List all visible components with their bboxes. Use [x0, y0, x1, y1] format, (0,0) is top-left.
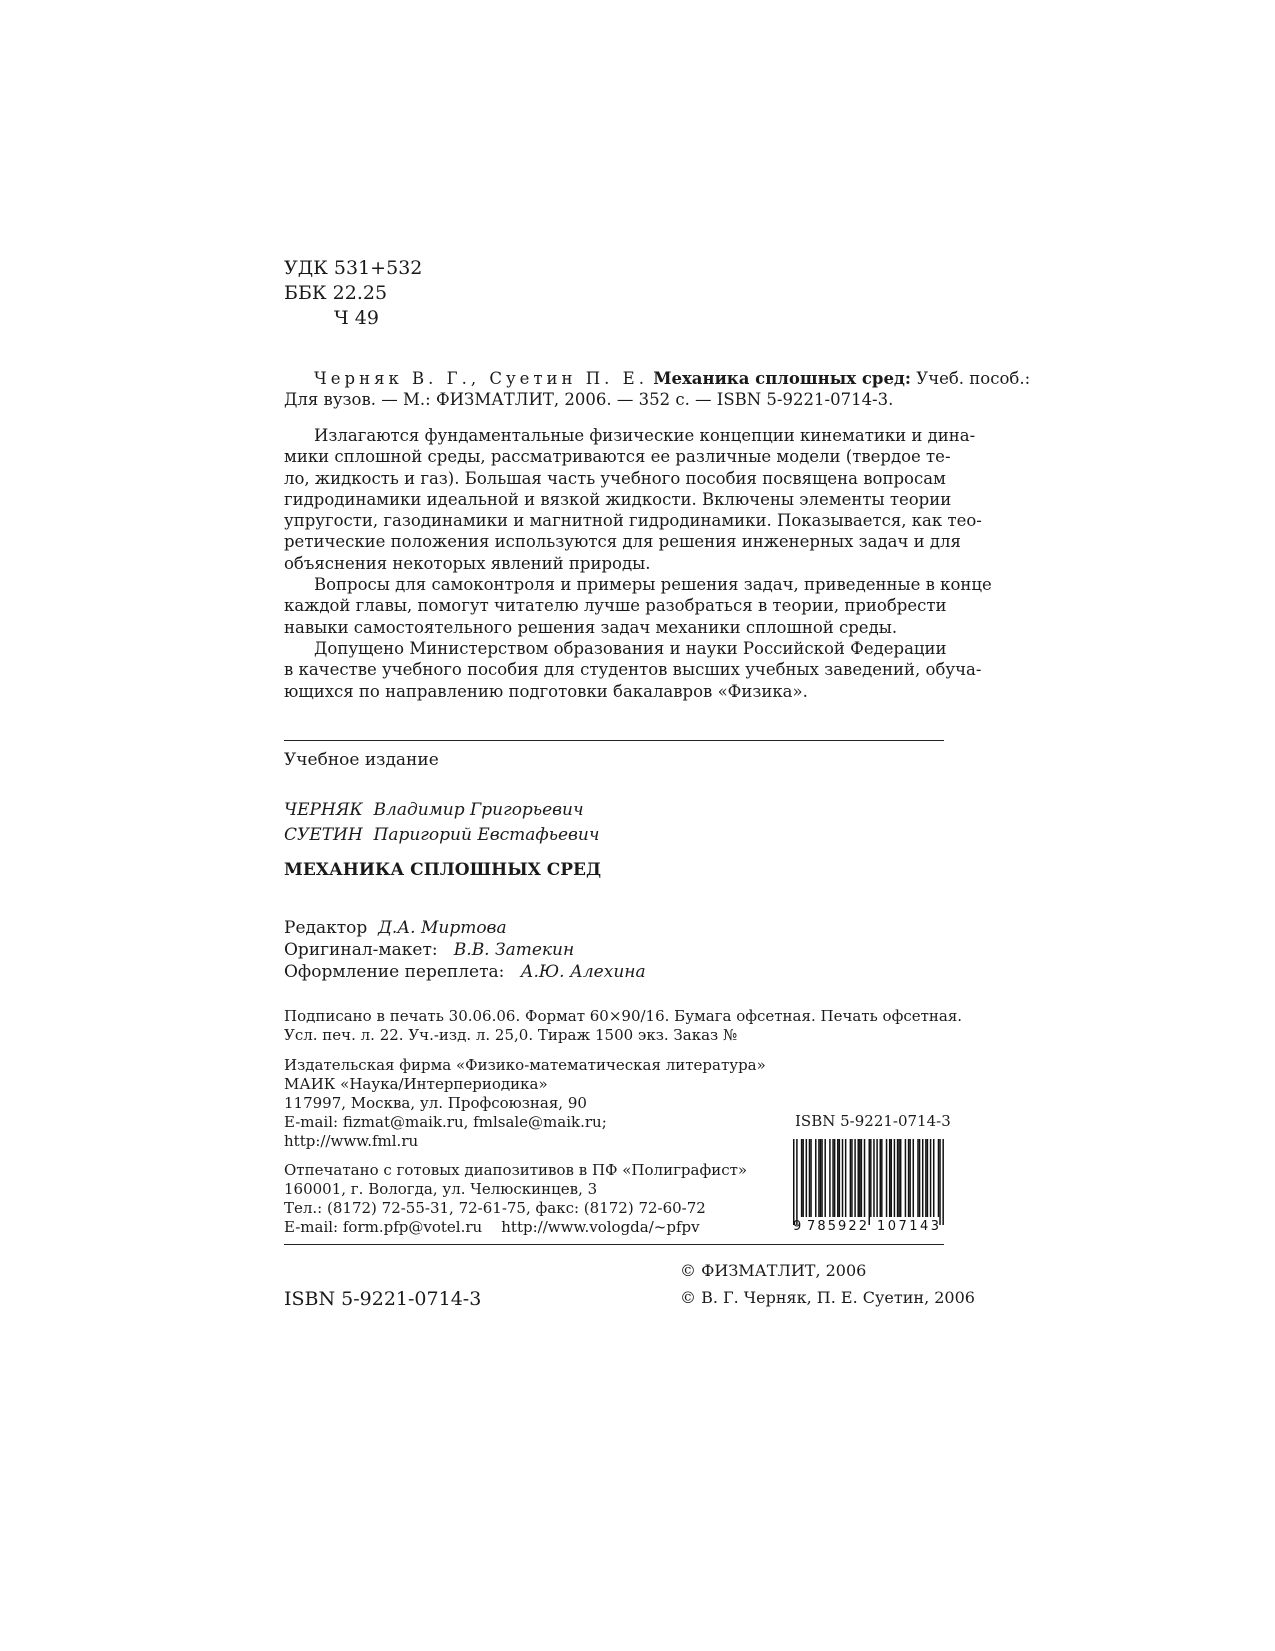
barcode-bar: [820, 1139, 821, 1217]
barcode-bar: [880, 1139, 881, 1217]
abstract-line: ющихся по направлению подготовки бакалавров «Физика».: [284, 681, 808, 701]
barcode-bar: [802, 1139, 803, 1217]
author-mark: Ч 49: [334, 307, 379, 329]
barcode-bar: [897, 1139, 898, 1217]
barcode-bar: [891, 1139, 892, 1217]
author-1: [284, 800, 584, 821]
barcode-bar: [815, 1139, 816, 1217]
barcode-bar: [876, 1139, 877, 1217]
barcode-bar: [922, 1139, 923, 1217]
abstract-line: мики сплошной среды, рассматриваются ее различные модели (твердое те-: [284, 447, 951, 467]
abstract-line: Вопросы для самоконтроля и примеры решения задач, приведенные в конце: [314, 575, 992, 594]
abstract-line: ло, жидкость и газ). Большая часть учебного пособия посвящена вопросам: [284, 468, 946, 488]
barcode-bar: [870, 1139, 871, 1217]
edition-type: Учебное издание: [284, 750, 439, 770]
abstract-line: навыки самостоятельного решения задач механики сплошной среды.: [284, 617, 898, 637]
layout-credit: [284, 940, 574, 961]
barcode-bar: [909, 1139, 910, 1217]
copyright-symbol: ©: [680, 1261, 696, 1280]
layout-name: В.В. Затекин: [453, 940, 575, 960]
footer-isbn: ISBN 5-9221-0714-3: [284, 1288, 482, 1310]
citation-authors: Черняк В. Г., Суетин П. Е.: [314, 369, 648, 388]
barcode-bar: [801, 1139, 802, 1217]
barcode-bar: [851, 1139, 852, 1217]
barcode-bar: [881, 1139, 882, 1217]
printer-contact: [284, 1218, 747, 1237]
barcode-bar: [832, 1139, 833, 1217]
printer-email: E-mail: form.pfp@votel.ru: [284, 1218, 483, 1236]
barcode-bar: [821, 1139, 822, 1217]
barcode-bar: [930, 1139, 931, 1217]
copyright-publisher: [680, 1261, 866, 1281]
citation-title: Механика сплошных сред:: [653, 369, 912, 388]
printer-line: Отпечатано с готовых диапозитивов в ПФ «Полиграфист»: [284, 1161, 748, 1179]
barcode-bar: [927, 1139, 928, 1217]
barcode-bar: [859, 1139, 860, 1217]
barcode-bar: [842, 1139, 843, 1217]
print-details-line-1: Подписано в печать 30.06.06. Формат 60×90/16. Бумага офсетная. Печать офсетная.: [284, 1007, 963, 1025]
abstract-line: ретические положения используются для решения инженерных задач и для: [284, 532, 961, 552]
barcode-bar: [854, 1139, 855, 1217]
abstract-paragraph-3: [284, 638, 982, 702]
author-2-names: Паригорий Евстафьевич: [373, 825, 600, 845]
barcode-bar: [837, 1139, 838, 1217]
book-title: МЕХАНИКА СПЛОШНЫХ СРЕД: [284, 860, 602, 880]
editor-name: Д.А. Миртова: [378, 918, 507, 938]
publisher-line: http://www.fml.ru: [284, 1132, 419, 1150]
abstract-line: гидродинамики идеальной и вязкой жидкости. Включены элементы теории: [284, 489, 952, 509]
barcode-bar: [905, 1139, 906, 1217]
barcode-bar: [850, 1139, 851, 1217]
citation: [284, 368, 1031, 411]
udk-code: УДК 531+532: [284, 257, 423, 279]
print-details-line-2: Усл. печ. л. 22. Уч.-изд. л. 25,0. Тираж 1500 экз. Заказ №: [284, 1026, 738, 1044]
abstract-line: упругости, газодинамики и магнитной гидродинамики. Показывается, как тео-: [284, 511, 982, 531]
barcode-bar: [810, 1139, 811, 1217]
barcode-bar: [857, 1139, 858, 1217]
barcode-bar: [793, 1139, 794, 1225]
barcode-bar: [886, 1139, 887, 1217]
barcode-bar: [898, 1139, 899, 1217]
barcode-bar: [873, 1139, 874, 1217]
barcode-bar: [913, 1139, 914, 1217]
author-1-names: Владимир Григорьевич: [373, 800, 584, 820]
barcode-bar: [869, 1139, 870, 1225]
barcode-bar: [839, 1139, 840, 1217]
barcode-bar: [908, 1139, 909, 1217]
editor-label: Редактор: [284, 918, 368, 938]
citation-rest: Учеб. пособ.:: [916, 369, 1031, 388]
barcode-bar: [864, 1139, 865, 1217]
barcode-bar: [796, 1139, 797, 1225]
abstract-paragraph-2: [284, 574, 992, 638]
author-2: [284, 825, 599, 846]
barcode-bar: [939, 1139, 940, 1225]
abstract-paragraph-1: [284, 425, 982, 574]
barcode-digits-left: 785922: [807, 1219, 867, 1234]
abstract-line: Излагаются фундаментальные физические концепции кинематики и дина-: [314, 426, 976, 445]
barcode-bar: [809, 1139, 810, 1217]
barcode-bar: [894, 1139, 895, 1217]
barcode-bar: [818, 1139, 819, 1217]
barcode-bar: [925, 1139, 926, 1217]
isbn-barcode: [793, 1139, 944, 1232]
barcode-digit-first: 9: [793, 1219, 802, 1234]
abstract-line: в качестве учебного пособия для студентов высших учебных заведений, обуча-: [284, 660, 982, 680]
publisher-line: МАИК «Наука/Интерпериодика»: [284, 1075, 548, 1093]
cover-credit: [284, 962, 646, 983]
barcode-bar: [900, 1139, 901, 1217]
divider-bottom: [284, 1244, 944, 1245]
divider-top: [284, 740, 944, 741]
citation-line2: Для вузов. — М.: ФИЗМАТЛИТ, 2006. — 352 с. — ISBN 5-9221-0714-3.: [284, 390, 894, 410]
copyright-symbol: ©: [680, 1288, 696, 1307]
barcode-bar: [942, 1139, 943, 1225]
copyright-authors: [680, 1288, 975, 1308]
barcode-bar: [919, 1139, 920, 1217]
publisher-block: [284, 1056, 766, 1151]
bbk-code: ББК 22.25: [284, 282, 388, 304]
printer-block: [284, 1161, 747, 1237]
barcode-bar: [845, 1139, 846, 1217]
barcode-bar: [824, 1139, 825, 1217]
printer-url: http://www.vologda/~pfpv: [501, 1218, 700, 1236]
printer-line: Тел.: (8172) 72-55-31, 72-61-75, факс: (8172) 72-60-72: [284, 1199, 706, 1217]
barcode-bar: [834, 1139, 835, 1217]
publisher-line: 117997, Москва, ул. Профсоюзная, 90: [284, 1094, 587, 1112]
publisher-line: Издательская фирма «Физико-математическая литература»: [284, 1056, 766, 1074]
cover-name: А.Ю. Алехина: [520, 962, 646, 982]
editor-credit: [284, 918, 507, 939]
barcode-bar: [889, 1139, 890, 1217]
author-1-surname: ЧЕРНЯК: [284, 800, 363, 820]
copyright-authors-text: В. Г. Черняк, П. Е. Суетин, 2006: [701, 1288, 975, 1307]
abstract-line: Допущено Министерством образования и науки Российской Федерации: [314, 639, 947, 658]
abstract-line: объяснения некоторых явлений природы.: [284, 553, 651, 573]
copyright-publisher-text: ФИЗМАТЛИТ, 2006: [701, 1261, 867, 1280]
printer-line: 160001, г. Вологда, ул. Челюскинцев, 3: [284, 1180, 598, 1198]
barcode-bar: [917, 1139, 918, 1217]
barcode-bar: [861, 1139, 862, 1217]
barcode-bar: [806, 1139, 807, 1217]
barcode-bar: [933, 1139, 934, 1217]
author-2-surname: СУЕТИН: [284, 825, 363, 845]
barcode-bar: [938, 1139, 939, 1217]
cover-label: Оформление переплета:: [284, 962, 505, 982]
barcode-digits-right: 107143: [877, 1219, 939, 1234]
abstract-line: каждой главы, помогут читателю лучше разобраться в теории, приобрести: [284, 596, 947, 616]
barcode-bar: [829, 1139, 830, 1217]
publisher-line: E-mail: fizmat@maik.ru, fmlsale@maik.ru;: [284, 1113, 607, 1131]
layout-label: Оригинал-макет:: [284, 940, 438, 960]
barcode-isbn: ISBN 5-9221-0714-3: [795, 1112, 951, 1130]
